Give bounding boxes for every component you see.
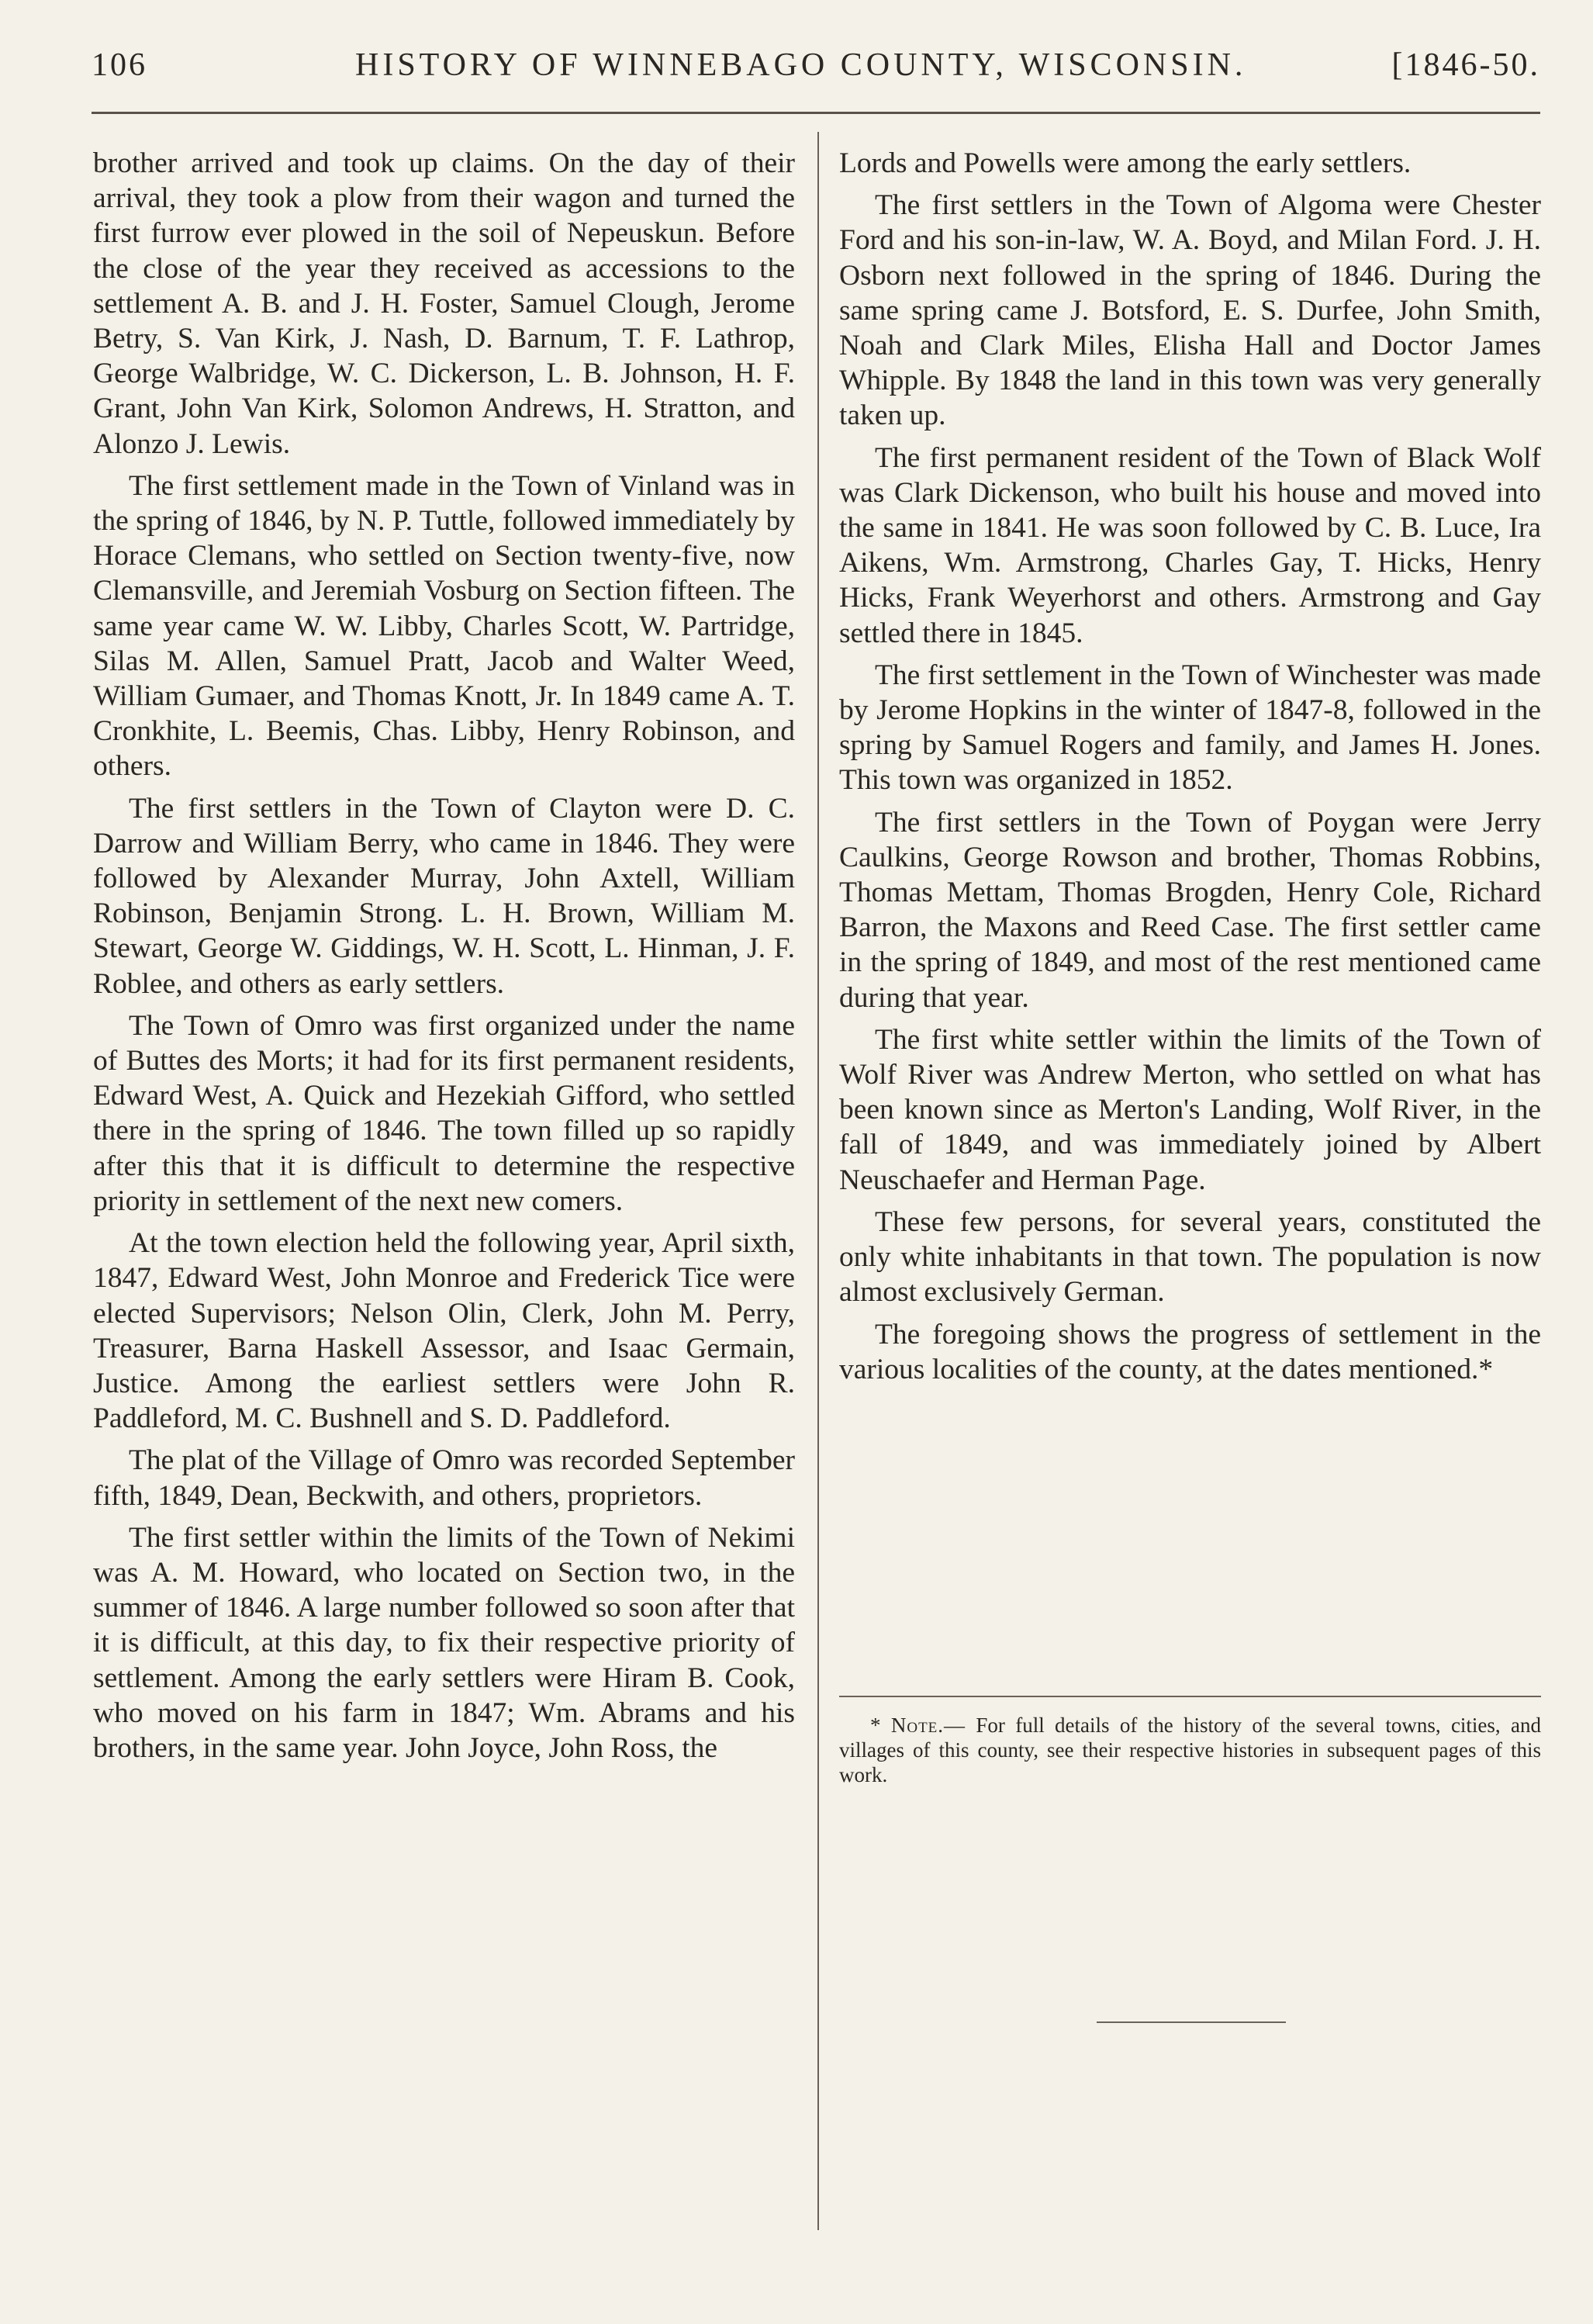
paragraph: The first settlement in the Town of Winchester was made by Jerome Hopkins in the winter of 1847-8, followed in the spring by Samuel Rogers and family, and James H. Jones. This town was organized in 1852.	[839, 659, 1541, 797]
footnote-rule	[839, 1696, 1541, 1697]
paragraph: The plat of the Village of Omro was recorded September fifth, 1849, Dean, Beckwith, and others, proprietors.	[93, 1444, 795, 1512]
paragraph: The first permanent resident of the Town of Black Wolf was Clark Dickenson, who built his house and moved into the same in 1841. He was soon followed by C. B. Luce, Ira Aikens, Wm. Armstrong, Charles Gay, T. Hicks, Henry Hicks, Frank Weyerhorst and others. Armstrong and Gay settled there in 1845.	[839, 441, 1541, 649]
paragraph: These few persons, for several years, constituted the only white inhabitants in that town. The population is now almost exclusively German.	[839, 1205, 1541, 1309]
footnote-text: For full details of the history of the several towns, cities, and villages of this county, see their respective histories in subsequent pages of this work.	[839, 1714, 1542, 1786]
paragraph: The first settlers in the Town of Poygan were Jerry Caulkins, George Rowson and brother, Thomas Robbins, Thomas Mettam, Thomas Brogden, Henry Cole, Richard Barron, the Maxons and Reed Case. The first settler came in the spring of 1849, and most of the rest mentioned came during that year.	[839, 806, 1541, 1014]
header-rule	[92, 112, 1540, 114]
paragraph: Lords and Powells were among the early settlers.	[839, 147, 1412, 179]
right-column	[839, 146, 1541, 1394]
footnote-mark: *	[870, 1714, 881, 1737]
paragraph: The first white settler within the limits of the Town of Wolf River was Andrew Merton, who settled on what has been known since as Merton's Landing, Wolf River, in the fall of 1849, and was immediately joined by Albert Neuschaefer and Herman Page.	[839, 1023, 1541, 1196]
paragraph: The first settlement made in the Town of Vinland was in the spring of 1846, by N. P. Tuttle, followed immediately by Horace Clemans, who settled on Section twenty-five, now Clemansville, and Jeremiah Vosburg on Section fifteen. The same year came W. W. Libby, Charles Scott, W. Partridge, Silas M. Allen, Samuel Pratt, Jacob and Walter Weed, William Gumaer, and Thomas Knott, Jr. In 1849 came A. T. Cronkhite, L. Beemis, Chas. Libby, Henry Robinson, and others.	[93, 469, 795, 783]
paragraph: The first settlers in the Town of Algoma were Chester Ford and his son-in-law, W. A. Boyd, and Milan Ford. J. H. Osborn next followed in the spring of 1846. During the same spring came J. Botsford, E. S. Durfee, John Smith, Noah and Clark Miles, Elisha Hall and Doctor James Whipple. By 1848 the land in this town was very generally taken up.	[839, 189, 1541, 432]
paragraph: At the town election held the following year, April sixth, 1847, Edward West, John Monroe and Frederick Tice were elected Supervisors; Nelson Olin, Clerk, John M. Perry, Treasurer, Barna Haskell Assessor, and Isaac Germain, Justice. Among the earliest settlers were John R. Paddleford, M. C. Bushnell and S. D. Paddleford.	[93, 1227, 795, 1435]
paragraph: The foregoing shows the progress of settlement in the various localities of the county, at the dates mentioned.*	[839, 1318, 1541, 1385]
page-header	[92, 40, 1540, 87]
paragraph: The first settler within the limits of the Town of Nekimi was A. M. Howard, who located on Section two, in the summer of 1846. A large number followed so soon after that it is difficult, at this day, to fix their respective priority of settlement. Among the early settlers were Hiram B. Cook, who moved on his farm in 1847; Wm. Abrams and his brothers, in the same year. John Joyce, John Ross, the	[93, 1521, 795, 1764]
column-divider	[817, 132, 819, 2230]
footnote	[839, 1713, 1541, 1787]
paragraph: The Town of Omro was first organized under the name of Buttes des Morts; it had for its first permanent residents, Edward West, A. Quick and Hezekiah Gifford, who settled there in the spring of 1846. The town filled up so rapidly after this that it is difficult to determine the respective priority in settlement of the next new comers.	[93, 1009, 795, 1217]
footnote-lead: Note.—	[890, 1714, 966, 1737]
running-title: HISTORY OF WINNEBAGO COUNTY, WISCONSIN.	[355, 47, 1247, 83]
left-column	[93, 146, 795, 1772]
paragraph: brother arrived and took up claims. On the day of their arrival, they took a plow from their wagon and turned the first furrow ever plowed in the soil of Nepeuskun. Before the close of the year they received as accessions to the settlement A. B. and J. H. Foster, Samuel Clough, Jerome Betry, S. Van Kirk, J. Nash, D. Barnum, T. F. Lathrop, George Walbridge, W. C. Dickerson, L. B. Johnson, H. F. Grant, John Van Kirk, Solomon Andrews, H. Stratton, and Alonzo J. Lewis.	[93, 147, 795, 460]
paragraph: The first settlers in the Town of Clayton were D. C. Darrow and William Berry, who came in 1846. They were followed by Alexander Murray, John Axtell, William Robinson, Benjamin Strong. L. H. Brown, William M. Stewart, George W. Giddings, W. H. Scott, L. Hinman, J. F. Roblee, and others as early settlers.	[93, 792, 795, 1000]
date-range: [1846-50.	[1391, 47, 1540, 83]
page-number: 106	[92, 47, 147, 83]
end-rule	[1097, 2021, 1286, 2023]
